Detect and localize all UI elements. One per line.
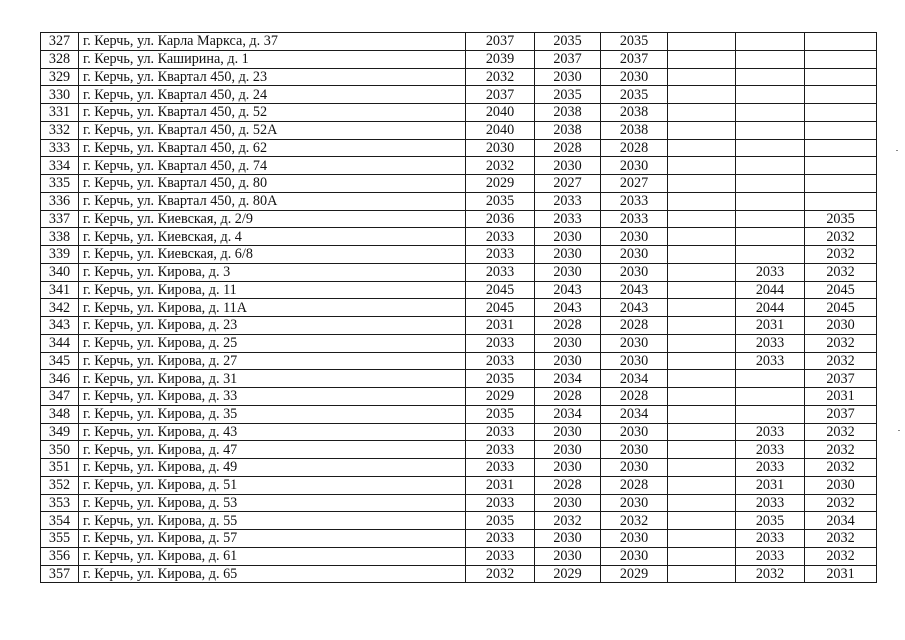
year-col-4-cell [668,299,736,317]
row-number-cell: 356 [41,547,79,565]
year-col-1-cell: 2033 [466,423,535,441]
year-col-6-cell: 2031 [805,388,877,406]
year-col-5-cell [736,157,805,175]
year-col-1-cell: 2033 [466,334,535,352]
year-col-4-cell [668,405,736,423]
year-col-2-cell: 2030 [535,263,601,281]
table-row [41,121,877,139]
row-number-cell: 346 [41,370,79,388]
year-col-6-cell: 2032 [805,263,877,281]
year-col-5-cell [736,104,805,122]
year-col-4-cell [668,33,736,51]
year-col-2-cell: 2030 [535,334,601,352]
address-cell: г. Керчь, ул. Кирова, д. 25 [79,334,466,352]
year-col-3-cell: 2030 [601,228,668,246]
year-col-2-cell: 2030 [535,157,601,175]
row-number-cell: 343 [41,317,79,335]
address-cell: г. Керчь, ул. Квартал 450, д. 23 [79,68,466,86]
year-col-2-cell: 2043 [535,281,601,299]
year-col-2-cell: 2038 [535,121,601,139]
table-row [41,530,877,548]
table-row [41,423,877,441]
year-col-6-cell: 2035 [805,210,877,228]
address-cell: г. Керчь, ул. Кирова, д. 47 [79,441,466,459]
table-row [41,263,877,281]
year-col-4-cell [668,441,736,459]
year-col-4-cell [668,192,736,210]
year-col-1-cell: 2035 [466,405,535,423]
year-col-2-cell: 2028 [535,139,601,157]
year-col-4-cell [668,370,736,388]
year-col-4-cell [668,565,736,583]
row-number-cell: 357 [41,565,79,583]
year-col-1-cell: 2033 [466,459,535,477]
year-col-4-cell [668,317,736,335]
year-col-4-cell [668,246,736,264]
table-row [41,388,877,406]
year-col-5-cell [736,175,805,193]
year-col-2-cell: 2037 [535,50,601,68]
row-number-cell: 336 [41,192,79,210]
year-col-4-cell [668,104,736,122]
year-col-1-cell: 2040 [466,104,535,122]
year-col-2-cell: 2030 [535,68,601,86]
year-col-4-cell [668,512,736,530]
year-col-5-cell: 2033 [736,547,805,565]
address-cell: г. Керчь, ул. Карла Маркса, д. 37 [79,33,466,51]
scan-speck [896,150,898,151]
year-col-2-cell: 2035 [535,86,601,104]
year-col-2-cell: 2027 [535,175,601,193]
year-col-6-cell: 2045 [805,299,877,317]
row-number-cell: 331 [41,104,79,122]
year-col-3-cell: 2030 [601,263,668,281]
year-col-4-cell [668,263,736,281]
year-col-6-cell: 2032 [805,246,877,264]
table-row [41,512,877,530]
address-cell: г. Керчь, ул. Кирова, д. 27 [79,352,466,370]
table-row [41,50,877,68]
row-number-cell: 337 [41,210,79,228]
year-col-6-cell [805,50,877,68]
year-col-3-cell: 2030 [601,459,668,477]
year-col-1-cell: 2033 [466,530,535,548]
address-cell: г. Керчь, ул. Кирова, д. 3 [79,263,466,281]
row-number-cell: 352 [41,476,79,494]
row-number-cell: 354 [41,512,79,530]
year-col-4-cell [668,175,736,193]
year-col-4-cell [668,157,736,175]
year-col-6-cell: 2032 [805,334,877,352]
row-number-cell: 339 [41,246,79,264]
year-col-3-cell: 2028 [601,388,668,406]
year-col-6-cell [805,121,877,139]
row-number-cell: 338 [41,228,79,246]
year-col-2-cell: 2030 [535,547,601,565]
address-cell: г. Керчь, ул. Квартал 450, д. 80 [79,175,466,193]
row-number-cell: 341 [41,281,79,299]
address-cell: г. Керчь, ул. Кирова, д. 49 [79,459,466,477]
year-col-6-cell: 2032 [805,352,877,370]
year-col-4-cell [668,68,736,86]
row-number-cell: 355 [41,530,79,548]
year-col-2-cell: 2030 [535,352,601,370]
table-row [41,565,877,583]
address-cell: г. Керчь, ул. Кирова, д. 55 [79,512,466,530]
row-number-cell: 334 [41,157,79,175]
year-col-2-cell: 2030 [535,423,601,441]
table-row [41,317,877,335]
year-col-3-cell: 2028 [601,139,668,157]
row-number-cell: 335 [41,175,79,193]
year-col-4-cell [668,121,736,139]
year-col-5-cell: 2033 [736,530,805,548]
row-number-cell: 348 [41,405,79,423]
year-col-3-cell: 2030 [601,334,668,352]
year-col-3-cell: 2030 [601,68,668,86]
year-col-3-cell: 2038 [601,121,668,139]
address-cell: г. Керчь, ул. Кирова, д. 23 [79,317,466,335]
year-col-4-cell [668,334,736,352]
year-col-6-cell: 2030 [805,317,877,335]
year-col-5-cell: 2033 [736,334,805,352]
address-cell: г. Керчь, ул. Кирова, д. 35 [79,405,466,423]
row-number-cell: 349 [41,423,79,441]
year-col-5-cell: 2033 [736,352,805,370]
year-col-6-cell: 2045 [805,281,877,299]
year-col-5-cell [736,139,805,157]
table-row [41,494,877,512]
year-col-6-cell [805,68,877,86]
year-col-5-cell [736,68,805,86]
year-col-5-cell [736,370,805,388]
year-col-5-cell: 2033 [736,423,805,441]
year-col-2-cell: 2030 [535,459,601,477]
year-col-2-cell: 2030 [535,494,601,512]
year-col-3-cell: 2038 [601,104,668,122]
row-number-cell: 328 [41,50,79,68]
address-cell: г. Керчь, ул. Кирова, д. 53 [79,494,466,512]
address-cell: г. Керчь, ул. Киевская, д. 6/8 [79,246,466,264]
year-col-4-cell [668,210,736,228]
year-col-5-cell [736,405,805,423]
year-col-6-cell [805,33,877,51]
year-col-5-cell [736,192,805,210]
year-col-3-cell: 2030 [601,530,668,548]
year-col-6-cell: 2032 [805,530,877,548]
year-col-6-cell [805,192,877,210]
row-number-cell: 327 [41,33,79,51]
year-col-3-cell: 2030 [601,494,668,512]
row-number-cell: 340 [41,263,79,281]
year-col-3-cell: 2028 [601,476,668,494]
year-col-6-cell: 2034 [805,512,877,530]
year-col-2-cell: 2038 [535,104,601,122]
table-row [41,104,877,122]
year-col-6-cell [805,104,877,122]
year-col-3-cell: 2034 [601,370,668,388]
year-col-4-cell [668,281,736,299]
year-col-2-cell: 2043 [535,299,601,317]
year-col-4-cell [668,388,736,406]
table-row [41,405,877,423]
year-col-3-cell: 2030 [601,547,668,565]
year-col-5-cell [736,388,805,406]
year-col-1-cell: 2035 [466,370,535,388]
row-number-cell: 347 [41,388,79,406]
year-col-1-cell: 2045 [466,281,535,299]
row-number-cell: 332 [41,121,79,139]
year-col-3-cell: 2035 [601,33,668,51]
year-col-2-cell: 2034 [535,405,601,423]
year-col-2-cell: 2032 [535,512,601,530]
year-col-3-cell: 2043 [601,281,668,299]
year-col-5-cell [736,86,805,104]
year-col-1-cell: 2031 [466,476,535,494]
table-row [41,352,877,370]
address-cell: г. Керчь, ул. Кирова, д. 43 [79,423,466,441]
year-col-4-cell [668,530,736,548]
year-col-2-cell: 2030 [535,530,601,548]
address-cell: г. Керчь, ул. Киевская, д. 2/9 [79,210,466,228]
year-col-2-cell: 2033 [535,210,601,228]
year-col-4-cell [668,139,736,157]
year-col-5-cell: 2033 [736,441,805,459]
year-col-1-cell: 2032 [466,157,535,175]
year-col-3-cell: 2030 [601,423,668,441]
year-col-3-cell: 2029 [601,565,668,583]
year-col-5-cell: 2032 [736,565,805,583]
schedule-table [40,32,877,583]
table-row [41,86,877,104]
year-col-4-cell [668,476,736,494]
year-col-5-cell: 2033 [736,494,805,512]
year-col-5-cell: 2044 [736,299,805,317]
year-col-2-cell: 2030 [535,228,601,246]
table-row [41,246,877,264]
year-col-2-cell: 2028 [535,388,601,406]
year-col-3-cell: 2030 [601,157,668,175]
table-row [41,157,877,175]
row-number-cell: 333 [41,139,79,157]
address-cell: г. Керчь, ул. Кирова, д. 33 [79,388,466,406]
year-col-6-cell: 2032 [805,547,877,565]
year-col-2-cell: 2028 [535,476,601,494]
table-body [41,33,877,583]
table-row [41,33,877,51]
year-col-3-cell: 2037 [601,50,668,68]
year-col-1-cell: 2032 [466,565,535,583]
year-col-6-cell: 2030 [805,476,877,494]
address-cell: г. Керчь, ул. Кирова, д. 31 [79,370,466,388]
year-col-1-cell: 2033 [466,228,535,246]
row-number-cell: 344 [41,334,79,352]
year-col-2-cell: 2028 [535,317,601,335]
year-col-1-cell: 2037 [466,86,535,104]
year-col-4-cell [668,50,736,68]
year-col-3-cell: 2030 [601,441,668,459]
year-col-6-cell: 2032 [805,441,877,459]
year-col-1-cell: 2036 [466,210,535,228]
year-col-6-cell: 2037 [805,405,877,423]
year-col-4-cell [668,547,736,565]
address-cell: г. Керчь, ул. Кирова, д. 57 [79,530,466,548]
year-col-5-cell: 2033 [736,459,805,477]
row-number-cell: 351 [41,459,79,477]
row-number-cell: 345 [41,352,79,370]
year-col-1-cell: 2037 [466,33,535,51]
year-col-1-cell: 2035 [466,512,535,530]
year-col-2-cell: 2030 [535,246,601,264]
year-col-3-cell: 2033 [601,210,668,228]
year-col-1-cell: 2033 [466,352,535,370]
year-col-4-cell [668,423,736,441]
year-col-3-cell: 2030 [601,246,668,264]
address-cell: г. Керчь, ул. Квартал 450, д. 24 [79,86,466,104]
table-row [41,547,877,565]
year-col-1-cell: 2031 [466,317,535,335]
year-col-5-cell [736,228,805,246]
scan-speck [898,430,900,431]
year-col-3-cell: 2034 [601,405,668,423]
year-col-4-cell [668,494,736,512]
year-col-3-cell: 2035 [601,86,668,104]
year-col-6-cell [805,157,877,175]
year-col-2-cell: 2034 [535,370,601,388]
year-col-1-cell: 2030 [466,139,535,157]
table-row [41,299,877,317]
address-cell: г. Керчь, ул. Кирова, д. 11А [79,299,466,317]
year-col-3-cell: 2033 [601,192,668,210]
table-row [41,459,877,477]
year-col-1-cell: 2033 [466,441,535,459]
year-col-6-cell [805,175,877,193]
year-col-3-cell: 2028 [601,317,668,335]
table-row [41,175,877,193]
year-col-3-cell: 2032 [601,512,668,530]
address-cell: г. Керчь, ул. Квартал 450, д. 62 [79,139,466,157]
table-row [41,68,877,86]
year-col-5-cell [736,210,805,228]
table-row [41,228,877,246]
year-col-6-cell: 2032 [805,423,877,441]
table-row [41,281,877,299]
address-cell: г. Керчь, ул. Кирова, д. 61 [79,547,466,565]
year-col-1-cell: 2035 [466,192,535,210]
year-col-6-cell: 2031 [805,565,877,583]
year-col-1-cell: 2039 [466,50,535,68]
year-col-6-cell: 2032 [805,228,877,246]
year-col-5-cell [736,50,805,68]
year-col-1-cell: 2029 [466,175,535,193]
year-col-4-cell [668,459,736,477]
year-col-6-cell: 2032 [805,459,877,477]
year-col-5-cell: 2035 [736,512,805,530]
year-col-6-cell [805,86,877,104]
address-cell: г. Керчь, ул. Киевская, д. 4 [79,228,466,246]
table-row [41,139,877,157]
year-col-5-cell: 2044 [736,281,805,299]
table-row [41,441,877,459]
year-col-5-cell: 2031 [736,476,805,494]
address-cell: г. Керчь, ул. Квартал 450, д. 74 [79,157,466,175]
year-col-5-cell [736,121,805,139]
address-cell: г. Керчь, ул. Кирова, д. 65 [79,565,466,583]
year-col-2-cell: 2030 [535,441,601,459]
year-col-1-cell: 2029 [466,388,535,406]
year-col-6-cell: 2037 [805,370,877,388]
address-cell: г. Керчь, ул. Квартал 450, д. 52А [79,121,466,139]
table-row [41,476,877,494]
year-col-2-cell: 2029 [535,565,601,583]
table-row [41,192,877,210]
year-col-4-cell [668,86,736,104]
address-cell: г. Керчь, ул. Квартал 450, д. 80А [79,192,466,210]
year-col-1-cell: 2033 [466,263,535,281]
year-col-3-cell: 2043 [601,299,668,317]
table-row [41,210,877,228]
table-row [41,370,877,388]
year-col-1-cell: 2033 [466,246,535,264]
year-col-3-cell: 2027 [601,175,668,193]
address-cell: г. Керчь, ул. Кирова, д. 51 [79,476,466,494]
year-col-1-cell: 2032 [466,68,535,86]
year-col-2-cell: 2033 [535,192,601,210]
address-cell: г. Керчь, ул. Кирова, д. 11 [79,281,466,299]
year-col-2-cell: 2035 [535,33,601,51]
year-col-5-cell [736,33,805,51]
year-col-6-cell: 2032 [805,494,877,512]
year-col-4-cell [668,352,736,370]
year-col-1-cell: 2045 [466,299,535,317]
address-cell: г. Керчь, ул. Каширина, д. 1 [79,50,466,68]
row-number-cell: 330 [41,86,79,104]
row-number-cell: 353 [41,494,79,512]
table-row [41,334,877,352]
year-col-5-cell [736,246,805,264]
year-col-1-cell: 2033 [466,494,535,512]
year-col-6-cell [805,139,877,157]
year-col-4-cell [668,228,736,246]
row-number-cell: 329 [41,68,79,86]
year-col-5-cell: 2033 [736,263,805,281]
year-col-3-cell: 2030 [601,352,668,370]
year-col-1-cell: 2033 [466,547,535,565]
row-number-cell: 342 [41,299,79,317]
address-cell: г. Керчь, ул. Квартал 450, д. 52 [79,104,466,122]
row-number-cell: 350 [41,441,79,459]
year-col-5-cell: 2031 [736,317,805,335]
year-col-1-cell: 2040 [466,121,535,139]
